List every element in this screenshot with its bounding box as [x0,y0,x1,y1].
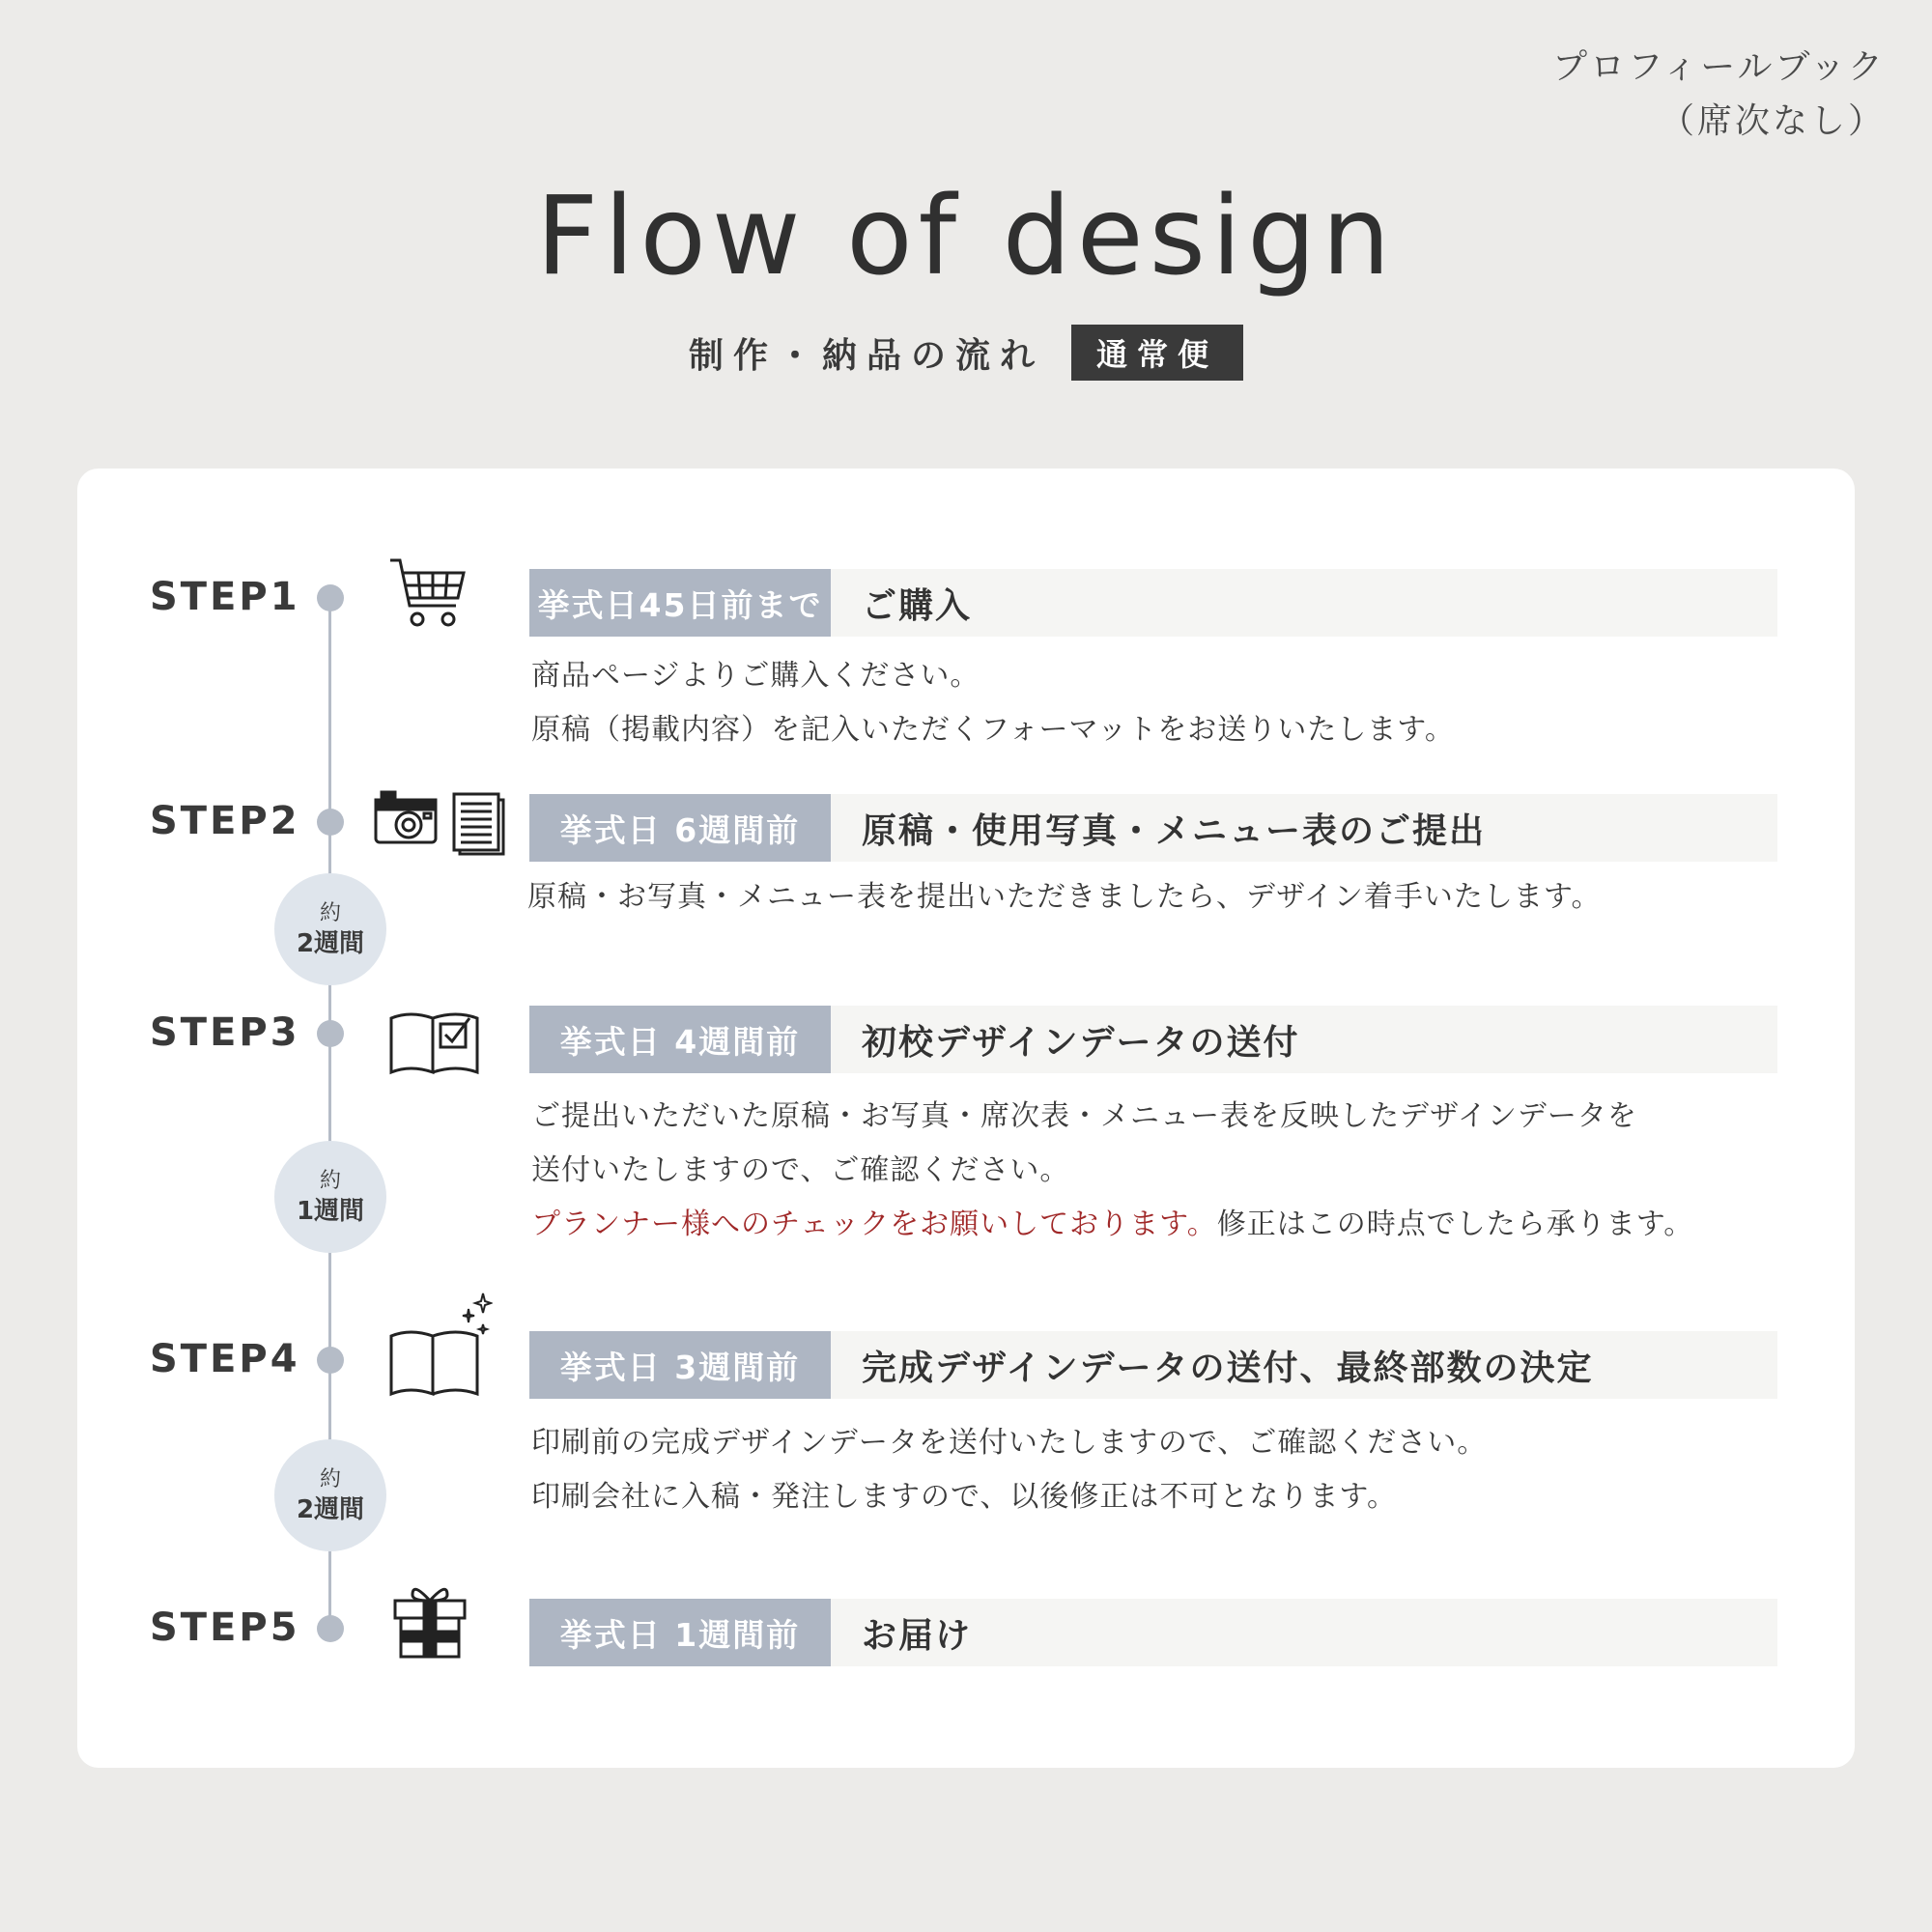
step1-deadline: 挙式日45日前まで [529,569,831,637]
duration-circle-1 [274,873,386,985]
duration-value: 2週間 [296,1495,365,1524]
step1-line-1: 商品ページよりご購入ください。 [531,659,980,693]
page-title: Flow of design [535,174,1397,299]
step-label-4: STEP4 [150,1337,300,1381]
step3-header [529,1006,1777,1073]
step2-header [529,794,1777,862]
step2-title: 原稿・使用写真・メニュー表のご提出 [862,810,1487,851]
timeline-dot-step2 [317,809,344,836]
camera-icon [372,784,440,852]
duration-circle-2 [274,1141,386,1253]
step4-title: 完成デザインデータの送付、最終部数の決定 [862,1348,1594,1388]
step2-line-1: 原稿・お写真・メニュー表を提出いただきましたら、デザイン着手いたします。 [527,880,1602,914]
step3-description [531,1090,1693,1252]
duration-prefix: 約 [319,1169,341,1193]
step5-title: お届け [862,1615,973,1656]
duration-prefix: 約 [319,901,341,925]
product-name: プロフィールブック （席次なし） [1552,47,1886,141]
page-subtitle: 制作・納品の流れ [688,335,1044,376]
timeline-dot-step4 [317,1347,344,1374]
step5-header [529,1599,1777,1666]
step3-revision-note: 修正はこの時点でしたら承ります。 [1216,1208,1694,1241]
duration-circle-3 [274,1439,386,1551]
step2-deadline: 挙式日 6週間前 [529,794,831,862]
step3-line-2: 送付いたしますので、ご確認ください。 [531,1153,1070,1187]
step1-header [529,569,1777,637]
step4-header [529,1331,1777,1399]
cart-icon [386,555,469,633]
duration-prefix: 約 [319,1467,341,1492]
document-icon [450,790,508,858]
step5-deadline: 挙式日 1週間前 [529,1599,831,1666]
step4-deadline: 挙式日 3週間前 [529,1331,831,1399]
open-book-sparkle-icon [386,1290,493,1401]
gift-icon [391,1579,469,1662]
step1-title: ご購入 [862,585,973,626]
book-check-icon [386,1005,483,1077]
timeline-dot-step3 [317,1020,344,1047]
duration-value: 1週間 [296,1197,365,1226]
step3-title: 初校デザインデータの送付 [862,1022,1300,1063]
delivery-type-badge: 通常便 [1071,325,1243,381]
step-label-3: STEP3 [150,1010,300,1055]
step2-description [527,870,1602,924]
step3-planner-check-note: プランナー様へのチェックをお願いしております。 [531,1208,1217,1241]
step-label-2: STEP2 [150,799,300,843]
step3-line-1: ご提出いただいた原稿・お写真・席次表・メニュー表を反映したデザインデータを [531,1099,1637,1133]
step-label-1: STEP1 [150,575,300,619]
timeline-dot-step5 [317,1615,344,1642]
timeline-dot-step1 [317,584,344,611]
subtitle-row [0,325,1932,381]
step4-description [531,1416,1487,1524]
step4-line-2: 印刷会社に入稿・発注しますので、以後修正は不可となります。 [531,1480,1397,1514]
step-label-5: STEP5 [150,1605,300,1650]
duration-value: 2週間 [296,929,365,958]
step1-description [531,649,1455,757]
step4-line-1: 印刷前の完成デザインデータを送付いたしますので、ご確認ください。 [531,1426,1488,1460]
step3-note-line [531,1198,1693,1252]
step3-deadline: 挙式日 4週間前 [529,1006,831,1073]
step1-line-2: 原稿（掲載内容）を記入いただくフォーマットをお送りいたします。 [531,713,1455,747]
